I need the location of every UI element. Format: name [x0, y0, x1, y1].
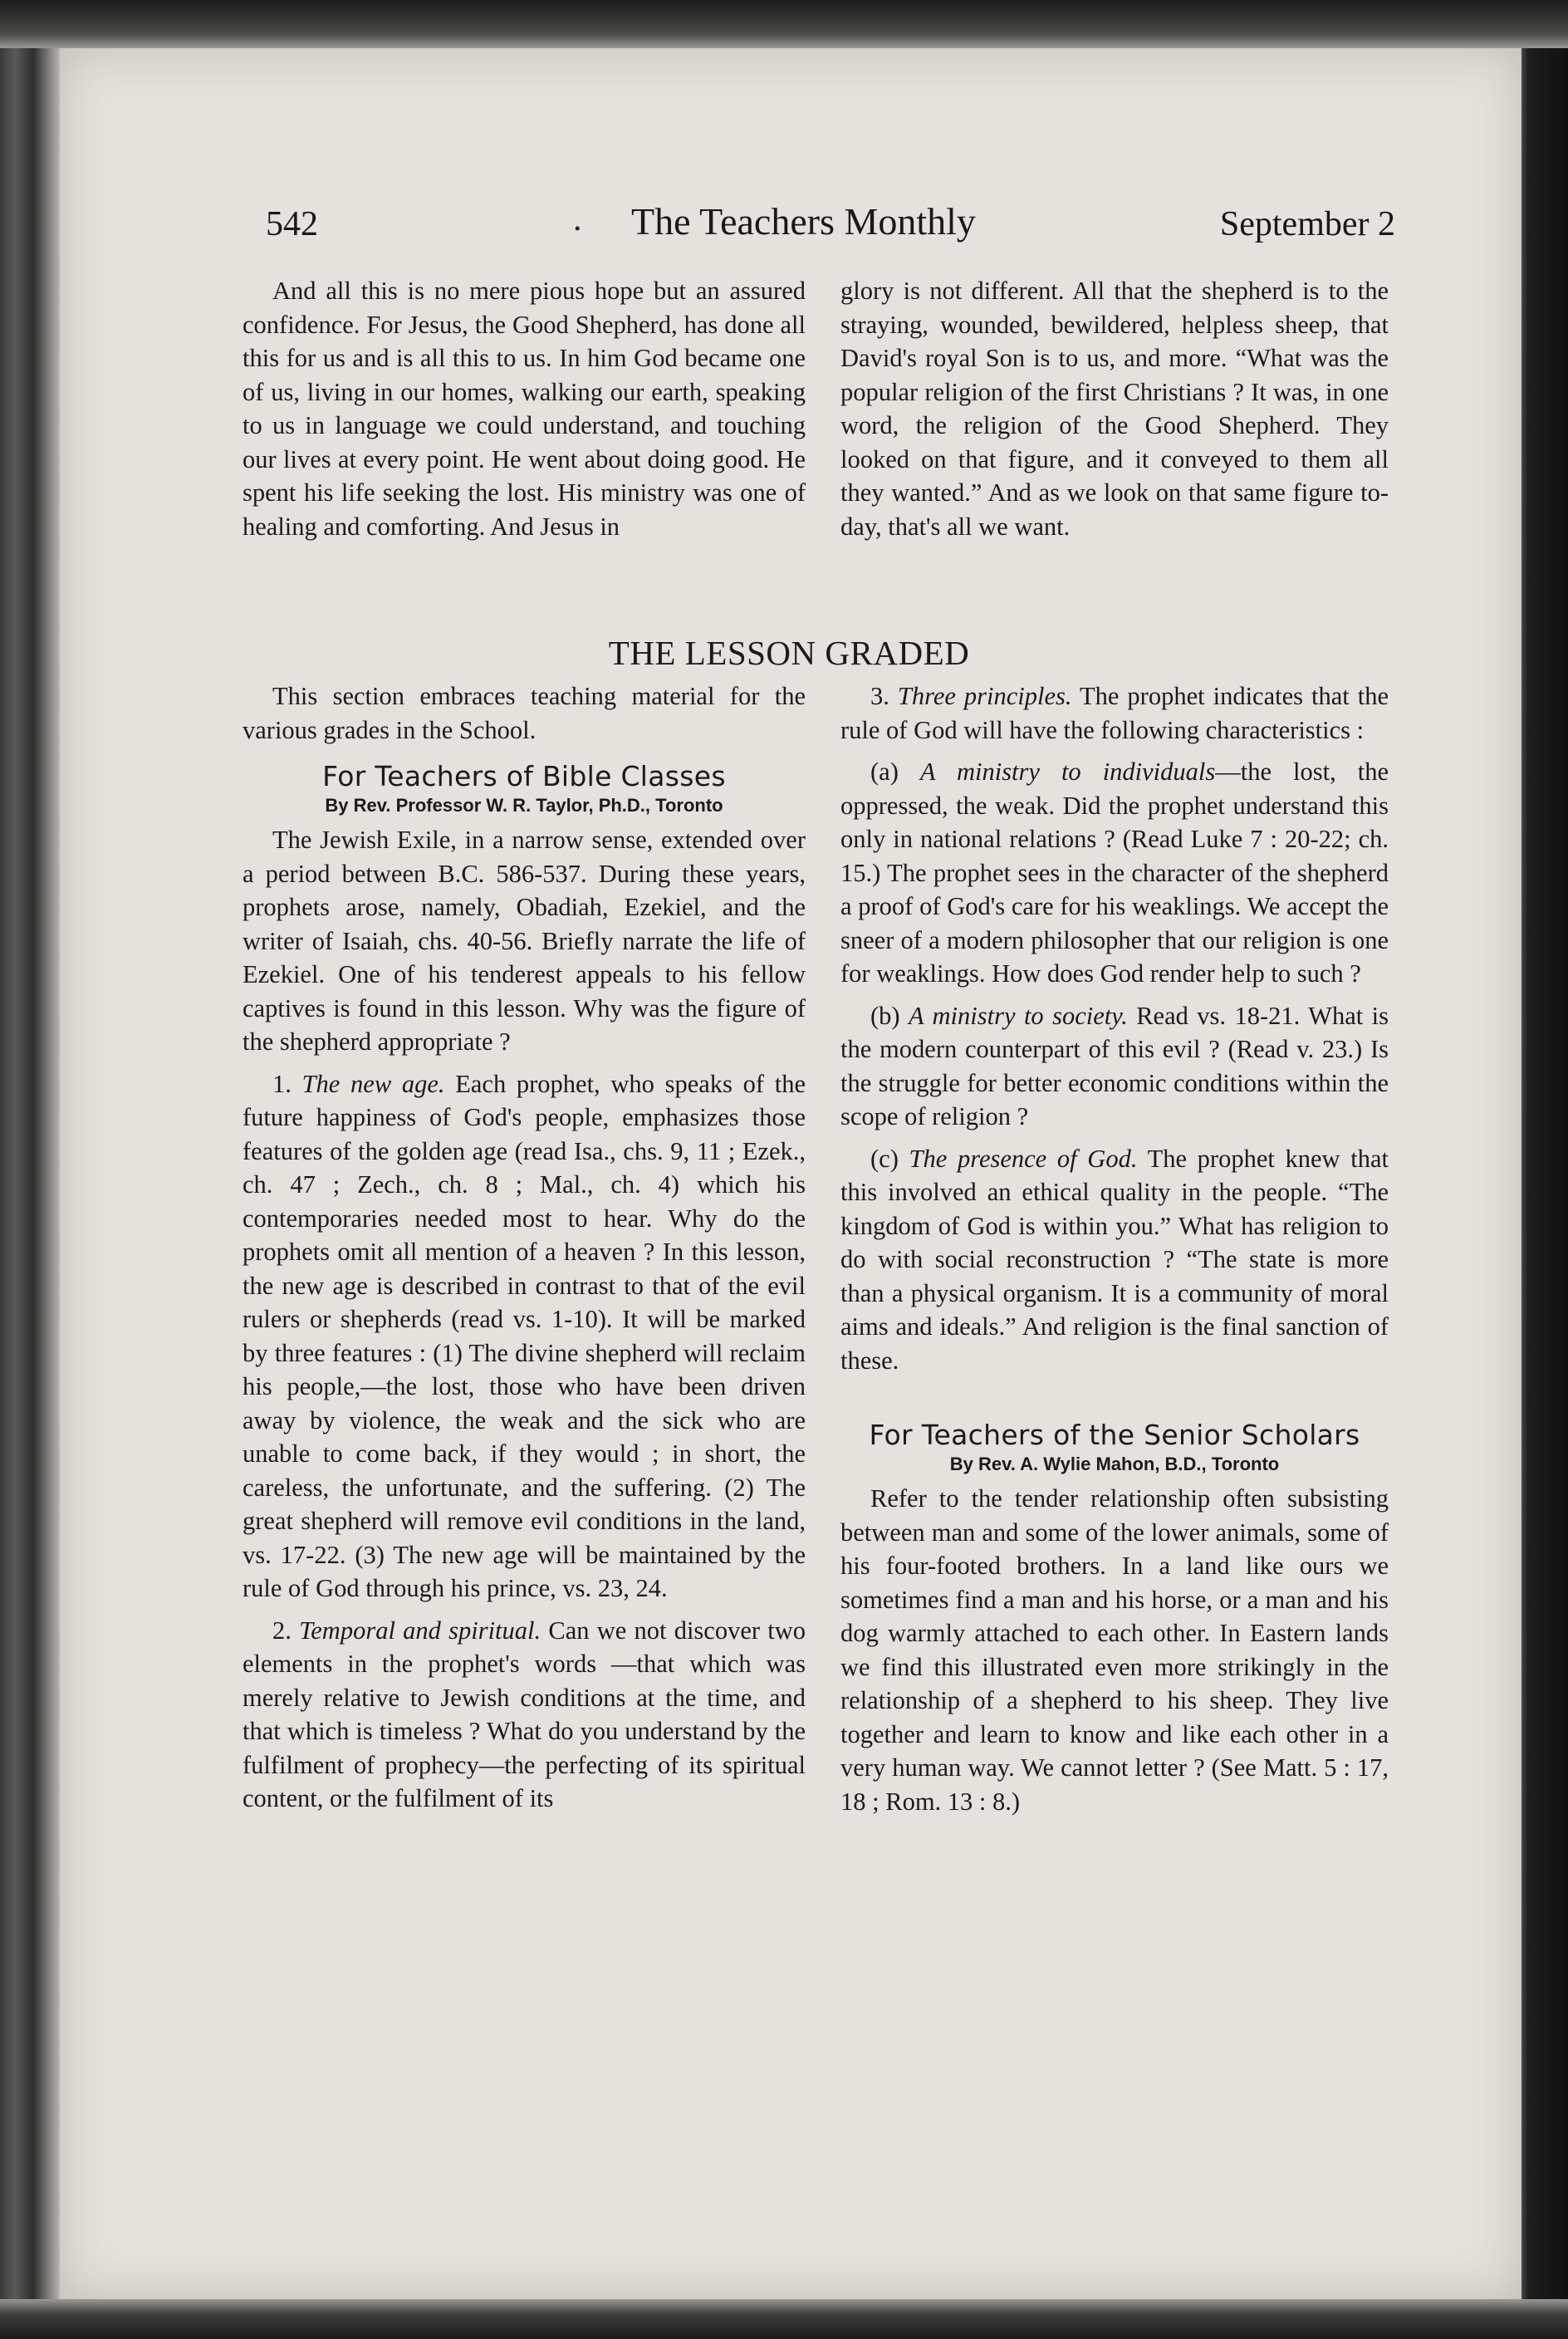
top-right-column	[840, 274, 1389, 543]
item-number: 3.	[870, 682, 898, 710]
paragraph: And all this is no mere pious hope but an assured confidence. For Jesus, the Good Shepherd, has done all this for us and is all this to us. In him God became one of us, living in our homes, walking our earth, speaking to us in language we could understand, and touching our lives at every point. He went about doing good. He spent his life seeking the lost. His ministry was one of healing and comforting. And Jesus in	[243, 277, 806, 541]
journal-title: The Teachers Monthly	[631, 200, 976, 243]
paragraph	[243, 1614, 806, 1816]
senior-scholars-heading: For Teachers of the Senior Scholars	[869, 1419, 1360, 1451]
item-number: (c)	[870, 1144, 909, 1173]
top-left-column	[243, 274, 806, 543]
item-text: Each prophet, who speaks of the future happiness of God's people, emphasizes those features of the golden age (read Isa., chs. 9, 11 ; Ezek., ch. 47 ; Zech., ch. 8 ; Mal., ch. 4) which his contemporaries needed most to hear. Why do the prophets omit all mention of a heaven ? In this lesson, the new age is described in contrast to that of the evil rulers or shepherds (read vs. 1-10). It will be marked by three features : (1) The divine shepherd will reclaim his people,—the lost, those who have been driven away by violence, the weak and the sick who are unable to come back, if they would ; in short, the careless, the unfortunate, and the suffering. (2) The great shepherd will remove evil conditions in the land, vs. 17-22. (3) The new age will be maintained by the rule of God through his prince, vs. 23, 24.	[243, 1069, 806, 1602]
item-text: The prophet indicates that the rule of God will have the following characteristics :	[840, 682, 1389, 744]
running-head	[266, 199, 1395, 249]
item-number: (a)	[870, 758, 920, 786]
item-heading: The presence of God.	[909, 1144, 1138, 1173]
page-number: 542	[266, 205, 318, 243]
paragraph	[840, 999, 1389, 1134]
lower-right-column	[840, 679, 1389, 1818]
paragraph	[243, 1067, 806, 1606]
paragraph: glory is not different. All that the shepherd is to the straying, wounded, bewildered, helpless sheep, that David's royal Son is to us, and more. “What was the popular religion of the first Christians ? It was, in one word, the religion of the Good Shepherd. They looked on that figure, and it conveyed to them all they wanted.” And as we look on that same figure to-day, that's all we want.	[840, 277, 1389, 541]
item-text: —the lost, the oppressed, the weak. Did the prophet understand this only in national relations ? (Read Luke 7 : 20-22; ch. 15.) The prophet sees in the character of the shepherd a proof of God's care for his weaklings. We accept the sneer of a modern philosopher that our religion is one for weaklings. How does God render help to such ?	[840, 758, 1389, 988]
item-text: Can we not discover two elements in the prophet's words —that which was merely relative to Jewish conditions at the time, and that which is timeless ? What do you understand by the fulfilment of prophecy—the perfecting of its spiritual content, or the fulfilment of its	[243, 1616, 806, 1812]
paragraph: The Jewish Exile, in a narrow sense, extended over a period between B.C. 586-537. During these years, prophets arose, namely, Obadiah, Ezekiel, and the writer of Isaiah, chs. 40-56. Briefly narrate the life of Ezekiel. One of his tenderest appeals to his fellow captives is found in this lesson. Why was the figure of the shepherd appropriate ?	[243, 826, 806, 1056]
item-heading: The new age.	[301, 1069, 445, 1098]
item-text: Read vs. 18-21. What is the modern counterpart of this evil ? (Read v. 23.) Is the struggle for better economic conditions within the scope of religion ?	[840, 1001, 1389, 1130]
item-heading: Three principles.	[897, 682, 1072, 710]
paragraph	[840, 679, 1389, 747]
item-number: 1.	[272, 1069, 302, 1098]
scan-top-edge	[0, 0, 1568, 48]
issue-date: September 2	[1219, 205, 1395, 243]
item-number: (b)	[870, 1001, 909, 1030]
intro-paragraph: This section embraces teaching material for the various grades in the School.	[243, 682, 806, 744]
paragraph: Refer to the tender relationship often subsisting between man and some of the lower animals, some of his four-footed brothers. In a land like ours we sometimes find a man and his horse, or a man and his dog warmly attached to each other. In Eastern lands we find this illustrated even more strikingly in the relationship of a shepherd to his sheep. They live together and learn to know and like each other in a very human way. We cannot letter ? (See Matt. 5 : 17, 18 ; Rom. 13 : 8.)	[840, 1484, 1389, 1816]
item-number: 2.	[272, 1616, 300, 1645]
item-heading: A ministry to society.	[909, 1001, 1128, 1030]
lower-left-column	[243, 679, 806, 1816]
header-dot: .	[573, 200, 582, 238]
item-heading: A ministry to individuals	[919, 758, 1216, 786]
scan-bottom-edge	[0, 2299, 1568, 2339]
item-text: The prophet knew that this involved an ethical quality in the people. “The kingdom of God is within you.” What has religion to do with social reconstruction ? “The state is more than a physical organism. It is a community of moral aims and ideals.” And religion is the final sanction of these.	[840, 1144, 1389, 1375]
paragraph	[840, 755, 1389, 991]
bible-classes-byline: By Rev. Professor W. R. Taylor, Ph.D., Toronto	[325, 795, 723, 816]
senior-scholars-byline: By Rev. A. Wylie Mahon, B.D., Toronto	[949, 1454, 1280, 1474]
section-title: THE LESSON GRADED	[608, 634, 970, 672]
paragraph	[840, 1142, 1389, 1378]
bible-classes-heading: For Teachers of Bible Classes	[322, 760, 726, 792]
item-heading: Temporal and spiritual.	[299, 1616, 541, 1645]
